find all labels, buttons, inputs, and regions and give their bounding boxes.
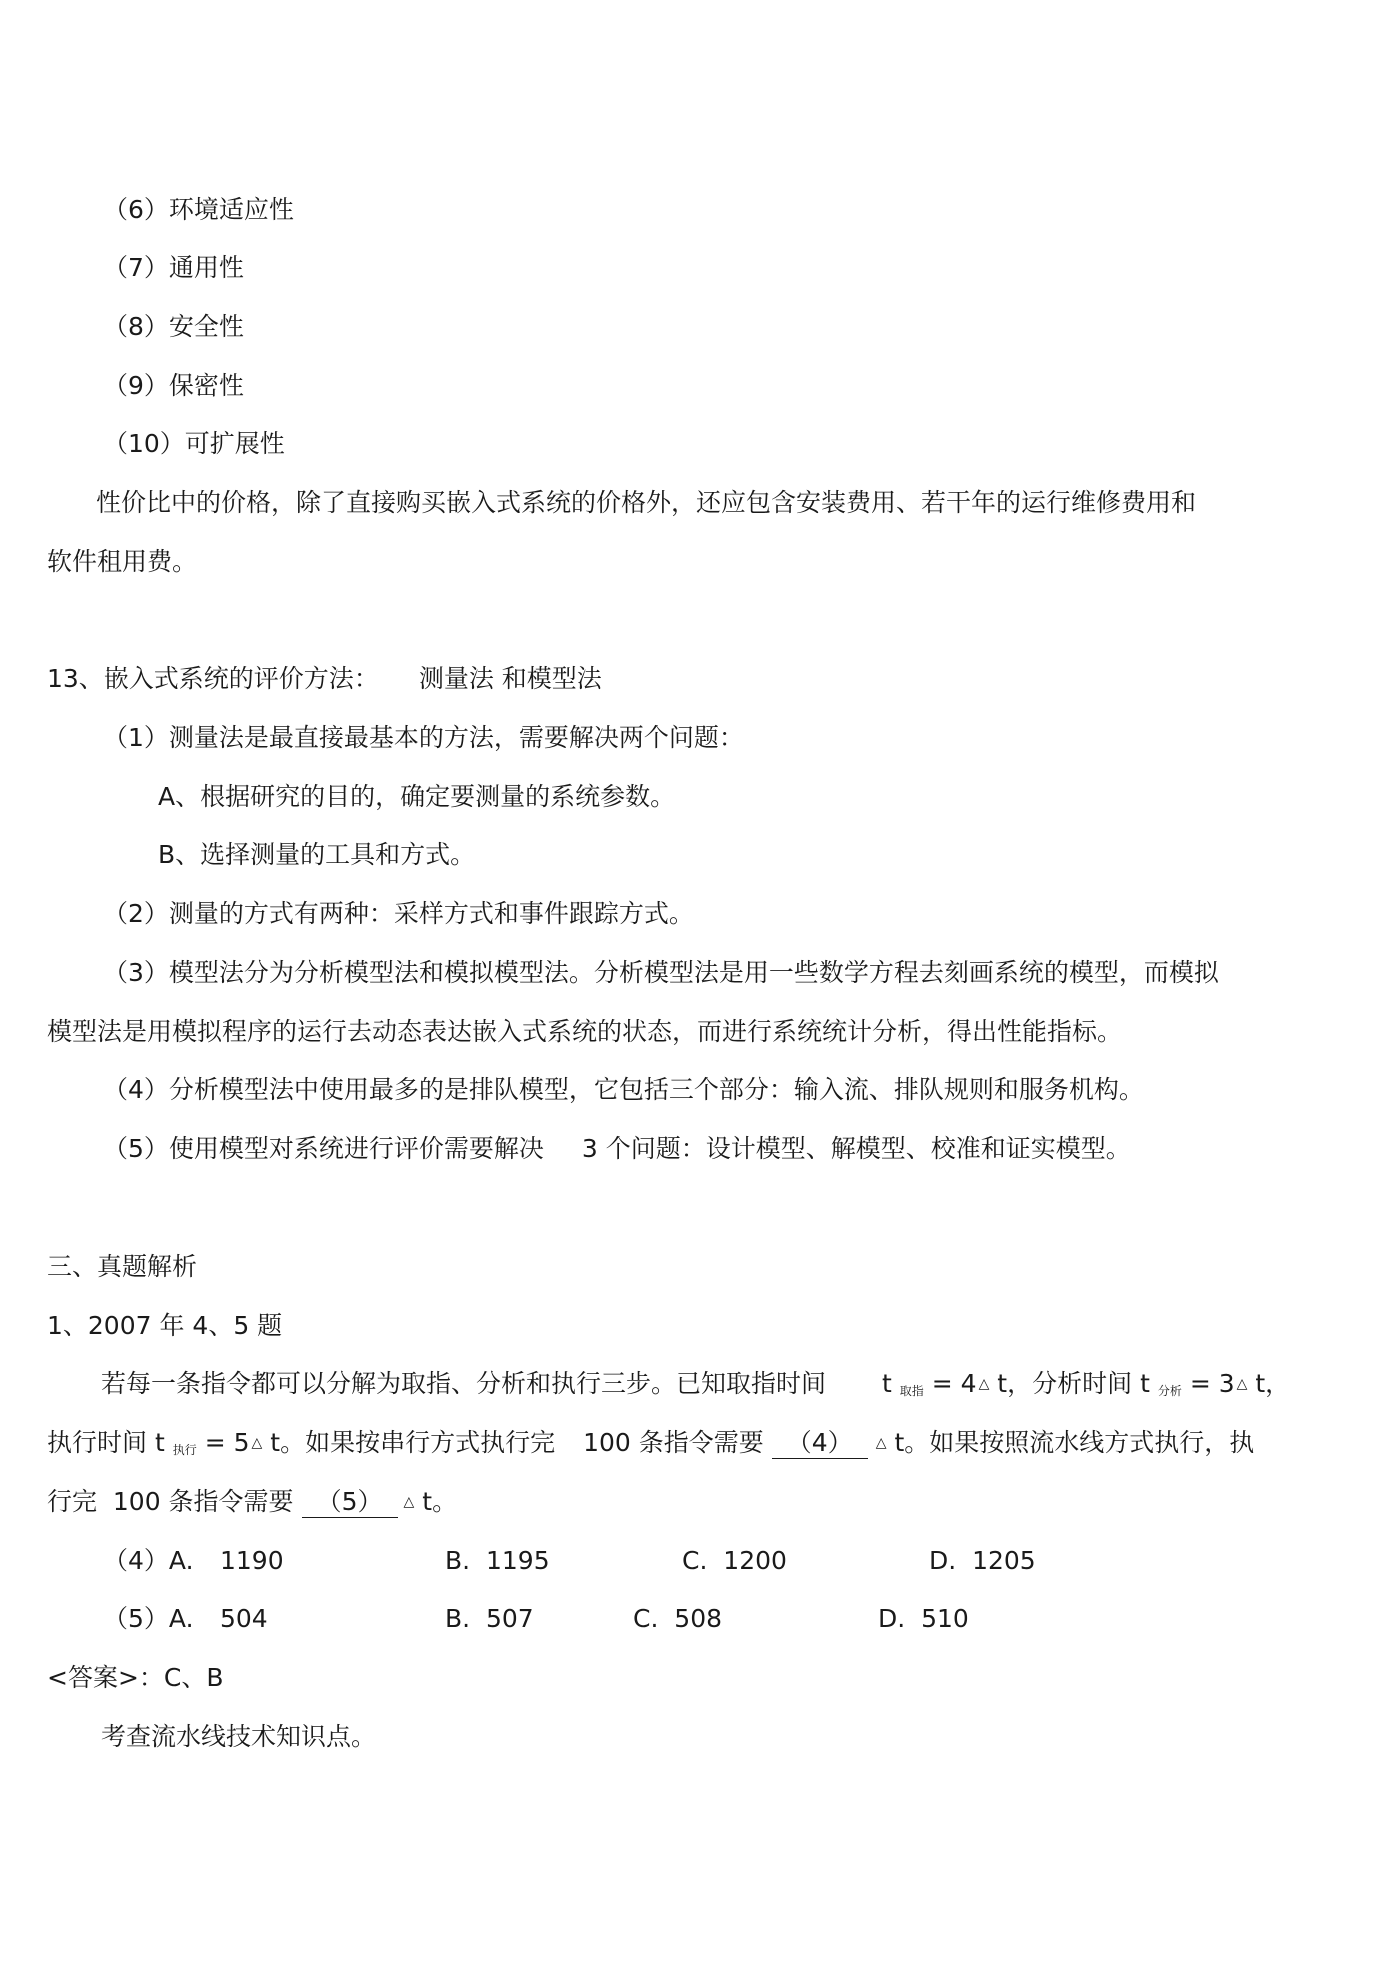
t-symbol: t bbox=[1255, 1369, 1266, 1398]
question-text: 。如果按串行方式执行完 bbox=[280, 1428, 556, 1457]
question-text: 100 条指令需要 bbox=[583, 1428, 764, 1457]
list-item: （6）环境适应性 bbox=[103, 195, 294, 224]
question-text: 。如果按照流水线方式执行，执 bbox=[904, 1428, 1255, 1457]
section-13-heading bbox=[47, 662, 602, 696]
fetch-value: = 4 bbox=[931, 1369, 977, 1398]
section-13-item-5 bbox=[103, 1132, 1131, 1166]
question-text: 若每一条指令都可以分解为取指、分析和执行三步。已知取指时间 bbox=[101, 1369, 827, 1398]
options-row-4 bbox=[103, 1544, 1303, 1578]
list-item: （7）通用性 bbox=[103, 253, 244, 282]
option-b: B. 1195 bbox=[445, 1546, 550, 1575]
question-text: ，分析时间 bbox=[1007, 1369, 1133, 1398]
t-symbol: t bbox=[1140, 1369, 1150, 1398]
option-c: C. 508 bbox=[633, 1604, 723, 1633]
subscript-analyze: 分析 bbox=[1157, 1384, 1182, 1398]
price-paragraph-line2: 软件租用费。 bbox=[47, 547, 198, 576]
list-item: （8）安全性 bbox=[103, 312, 244, 341]
option-label: （4）A. bbox=[103, 1546, 194, 1575]
price-paragraph-line1: 性价比中的价格，除了直接购买嵌入式系统的价格外，还应包含安装费用、若干年的运行维修费用和 bbox=[96, 488, 1197, 517]
t-symbol: t bbox=[882, 1369, 892, 1398]
section-13-item-1: （1）测量法是最直接最基本的方法，需要解决两个问题： bbox=[103, 723, 744, 752]
section-13-item-3-line2: 模型法是用模拟程序的运行去动态表达嵌入式系统的状态，而进行系统统计分析，得出性能指标。 bbox=[47, 1017, 1123, 1046]
t-symbol: t bbox=[894, 1428, 905, 1457]
delta-icon: △ bbox=[978, 1376, 990, 1392]
question-text: 行完 100 条指令需要 bbox=[47, 1487, 294, 1516]
subscript-exec: 执行 bbox=[172, 1443, 197, 1457]
section-13-item-5-text-b: 3 个问题：设计模型、解模型、校准和证实模型。 bbox=[581, 1134, 1131, 1163]
section-13-item-3-line1: （3）模型法分为分析模型法和模拟模型法。分析模型法是用一些数学方程去刻画系统的模型，而模拟 bbox=[103, 958, 1219, 987]
delta-icon: △ bbox=[1236, 1376, 1248, 1392]
question-text: 。 bbox=[432, 1487, 458, 1516]
t-symbol: t bbox=[997, 1369, 1008, 1398]
option-d: D. 1205 bbox=[929, 1546, 1036, 1575]
section-3-heading: 三、真题解析 bbox=[47, 1252, 198, 1281]
t-symbol: t bbox=[270, 1428, 281, 1457]
option-label: （5）A. bbox=[103, 1604, 194, 1633]
section-13-methods: 测量法 和模型法 bbox=[418, 664, 602, 693]
answer-line: <答案>：C、B bbox=[47, 1663, 224, 1692]
exec-value: = 5 bbox=[204, 1428, 250, 1457]
option-b: B. 507 bbox=[445, 1604, 534, 1633]
list-item: （10）可扩展性 bbox=[103, 429, 285, 458]
question-line-3 bbox=[47, 1485, 457, 1523]
option-d: D. 510 bbox=[878, 1604, 969, 1633]
t-symbol: t bbox=[154, 1428, 165, 1457]
section-13-item-4: （4）分析模型法中使用最多的是排队模型，它包括三个部分：输入流、排队规则和服务机构。 bbox=[103, 1075, 1144, 1104]
list-item: （9）保密性 bbox=[103, 371, 244, 400]
question-line-1: 若每一条指令都可以分解为取指、分析和执行三步。已知取指时间 t 取指 = 4 △ t，分析时间 t 分析 = 3 △ t， bbox=[101, 1369, 1291, 1398]
section-13-item-2: （2）测量的方式有两种：采样方式和事件跟踪方式。 bbox=[103, 899, 694, 928]
section-13-item-5-text-a: （5）使用模型对系统进行评价需要解决 bbox=[103, 1134, 544, 1163]
option-a: 1190 bbox=[220, 1546, 284, 1575]
section-13-heading-prefix: 13、嵌入式系统的评价方法： bbox=[47, 664, 379, 693]
delta-icon: △ bbox=[403, 1494, 415, 1510]
question-title: 1、2007 年 4、5 题 bbox=[47, 1311, 283, 1340]
section-13-item-1b: B、选择测量的工具和方式。 bbox=[158, 840, 476, 869]
answer-blank-4: （4） bbox=[772, 1428, 868, 1459]
subscript-fetch: 取指 bbox=[899, 1384, 924, 1398]
analyze-value: = 3 bbox=[1189, 1369, 1235, 1398]
note-line: 考查流水线技术知识点。 bbox=[101, 1722, 377, 1751]
answer-blank-5: （5） bbox=[302, 1487, 398, 1518]
option-a: 504 bbox=[220, 1604, 268, 1633]
delta-icon: △ bbox=[875, 1435, 887, 1451]
question-line-2 bbox=[47, 1426, 1254, 1464]
t-symbol: t bbox=[422, 1487, 433, 1516]
option-c: C. 1200 bbox=[682, 1546, 787, 1575]
question-text: 执行时间 bbox=[47, 1428, 148, 1457]
delta-icon: △ bbox=[251, 1435, 263, 1451]
options-row-5 bbox=[103, 1602, 1303, 1636]
section-13-item-1a: A、根据研究的目的，确定要测量的系统参数。 bbox=[158, 782, 676, 811]
